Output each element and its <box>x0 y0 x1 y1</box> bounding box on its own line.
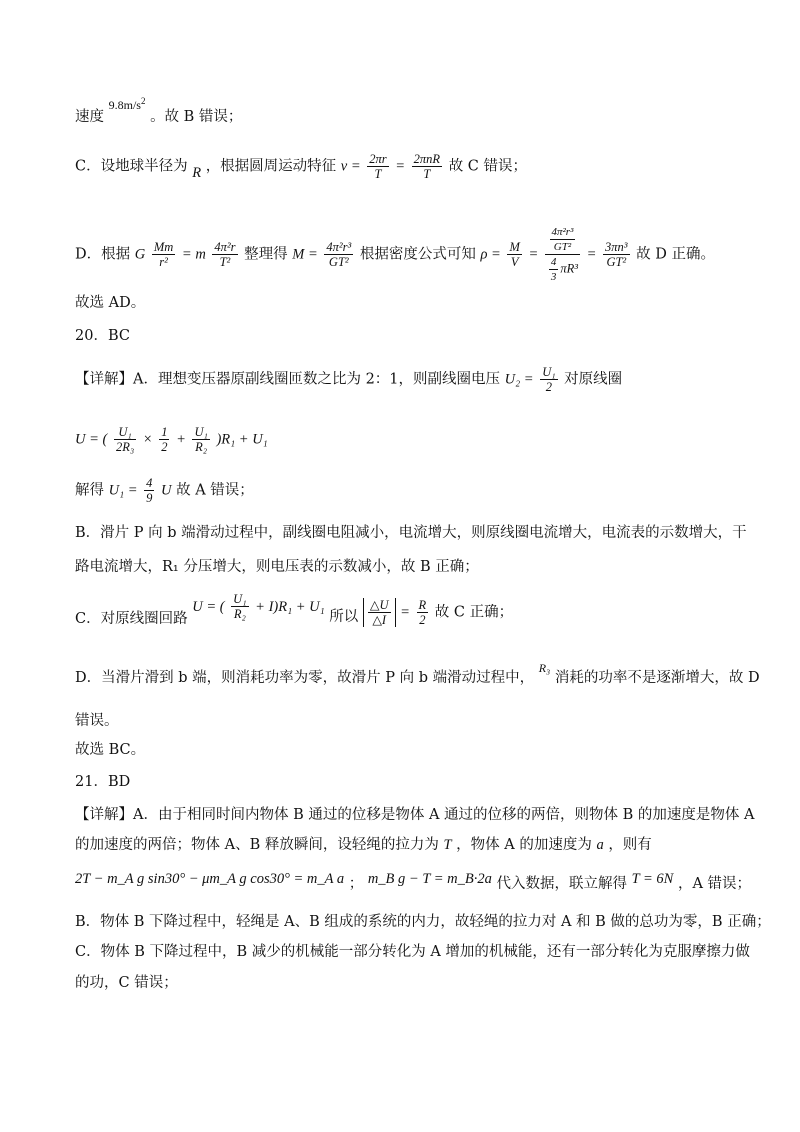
line-q21-a-2 <box>75 835 652 855</box>
fraction: $\frac{\text{U₁}}{\text{R₂}}$ <box>194 425 208 454</box>
line-solve-u1 <box>75 476 254 505</box>
line-q20-b-2: 路电流增大，R₁ 分压增大，则电压表的示数减小，故 B 正确； <box>75 559 479 575</box>
formula: + I)R₁ + U₁ <box>255 598 325 615</box>
formula: U₂ = <box>504 371 534 388</box>
formula: U <box>161 482 172 499</box>
formula: = m <box>181 246 206 263</box>
line-q21-a-1: 【详解】A．由于相同时间内物体 B 通过的位移是物体 A 通过的位移的两倍，则物体 B 的加速度是物体 A <box>75 807 755 823</box>
formula: m_B g − T = m_B·2a <box>367 871 492 887</box>
compound-fraction: $\frac{\text{4π²r³}}{\text{GT²}}$ $\frac{4}{3}$ πR³ <box>545 225 580 284</box>
formula: × <box>142 431 153 448</box>
formula: 2T − m_A g sin30° − μm_A g cos30° = m_A a <box>75 871 345 887</box>
line-q21-c-2: 的功，C 错误； <box>75 975 178 991</box>
text: 解得 <box>75 482 104 499</box>
fraction: $\frac{\text{U₁}}{\text{R₂}}$ <box>233 592 247 621</box>
formula: = <box>586 246 597 263</box>
fraction: $\frac{\text{2πnR}}{T}$ <box>413 152 441 181</box>
line-wrong: 错误。 <box>75 713 119 729</box>
text: ，根据圆周运动特征 <box>205 158 337 175</box>
text: 速度 <box>75 109 104 125</box>
fraction: $\frac{Mm}{\text{r²}}$ <box>153 240 174 269</box>
fraction: $\frac{R}{2}$ <box>418 598 427 627</box>
absolute-value: $\frac{\triangle U}{\triangle I}$ <box>363 598 396 627</box>
formula: v = <box>340 158 361 175</box>
fraction: $\frac{1}{2}$ <box>161 425 168 454</box>
formula: )R₁ + U₁ <box>216 431 268 448</box>
line-answer-ad: 故选 AD。 <box>75 295 146 311</box>
text: ，则有 <box>608 837 652 853</box>
text: 【详解】A．理想变压器原副线圈匝数之比为 2：1，则副线圈电压 <box>75 371 501 388</box>
text: 故 C 正确； <box>434 604 514 621</box>
text: 的加速度的两倍；物体 A、B 释放瞬间，设轻绳的拉力为 <box>75 837 439 853</box>
line-option-d <box>75 225 715 284</box>
symbol-T: T <box>443 837 452 853</box>
text: 故 A 错误； <box>176 482 254 499</box>
formula: M = <box>292 246 318 263</box>
line-q20-c <box>75 592 514 627</box>
fraction: $\frac{\text{4π²r}}{\text{T²}}$ <box>214 240 236 269</box>
formula: U₁ = <box>108 482 138 499</box>
fraction: $\frac{\text{3πn³}}{\text{GT²}}$ <box>605 240 628 269</box>
line-q21-c-1: C．物体 B 下降过程中，B 减少的机械能一部分转化为 A 增加的机械能，还有一部分转化为克服摩擦力做 <box>75 944 750 960</box>
formula-value: 9.8m/s2 <box>108 96 146 112</box>
symbol-R: R <box>192 164 202 181</box>
formula: = <box>395 158 406 175</box>
line-q20-b-1: B．滑片 P 向 b 端滑动过程中，副线圈电阻减小，电流增大，则原线圈电流增大，电流表的示数增大，干 <box>75 525 747 541</box>
formula: = <box>528 246 539 263</box>
formula: T = 6N <box>631 871 674 887</box>
fraction: $\frac{2\pi r}{T}$ <box>369 152 387 181</box>
text: 消耗的功率不是逐渐增大，故 D <box>554 670 760 686</box>
fraction: $\frac{\text{U₁}}{2}$ <box>542 365 556 394</box>
text: ； <box>348 876 364 892</box>
formula: ρ = <box>480 246 501 263</box>
text: 整理得 <box>244 246 288 263</box>
text: 根据密度公式可知 <box>359 246 476 263</box>
formula: = <box>400 604 410 621</box>
text: 故 C 错误； <box>448 158 527 175</box>
text: ，A 错误； <box>677 876 752 892</box>
text: 。故 B 错误； <box>150 109 243 125</box>
line-equation-u <box>75 425 268 454</box>
line-option-c <box>75 152 527 181</box>
line-q21-equations <box>75 869 752 892</box>
fraction: $\frac{\text{U₁}}{\text{2R₃}}$ <box>115 425 135 454</box>
text: 所以 <box>329 608 359 625</box>
line-q21-b: B．物体 B 下降过程中，轻绳是 A、B 组成的系统的内力，故轻绳的拉力对 A 和 B 做的总功为零，B 正确； <box>75 914 771 930</box>
line-q20: 20．BC <box>75 328 130 344</box>
text: D．根据 <box>75 246 131 263</box>
text: C．设地球半径为 <box>75 158 188 175</box>
text: D．当滑片滑到 b 端，则消耗功率为零，故滑片 P 向 b 端滑动过程中， <box>75 670 535 686</box>
line-speed <box>75 96 243 127</box>
text: ，物体 A 的加速度为 <box>456 837 592 853</box>
symbol-a: a <box>596 837 604 853</box>
text: C．对原线圈回路 <box>75 610 188 627</box>
fraction: $\frac{M}{V}$ <box>509 240 520 269</box>
fraction: $\frac{4}{9}$ <box>146 476 153 505</box>
line-q20-d <box>75 661 760 688</box>
formula: + <box>176 431 186 448</box>
fraction: $\frac{\text{4π²r³}}{\text{GT²}}$ <box>326 240 352 269</box>
line-q20-detail-a <box>75 365 622 394</box>
symbol-R3: R₃ <box>538 661 551 675</box>
line-answer-bc: 故选 BC。 <box>75 742 146 758</box>
text: 故 D 正确。 <box>636 246 716 263</box>
line-q21: 21．BD <box>75 774 131 790</box>
formula: G <box>134 246 146 263</box>
text: 对原线圈 <box>564 371 623 388</box>
text: 代入数据，联立解得 <box>496 876 627 892</box>
formula: U = ( <box>75 431 108 448</box>
formula: U = ( <box>192 598 225 615</box>
